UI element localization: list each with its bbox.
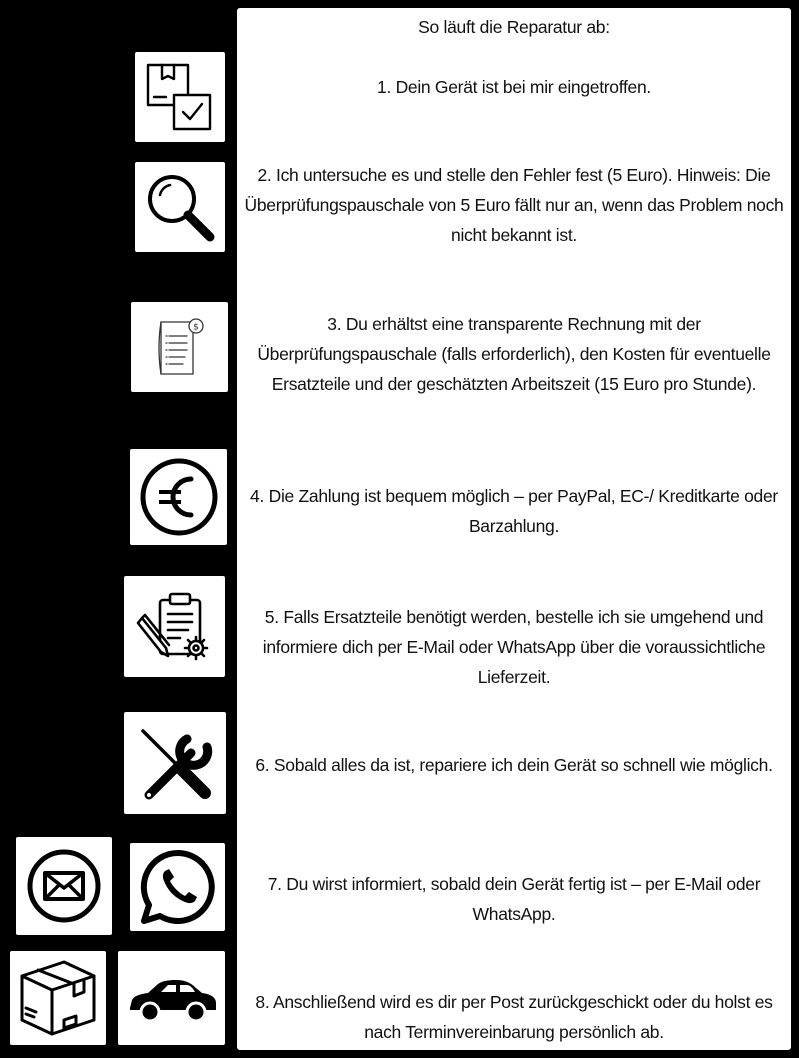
step-5-text: 5. Falls Ersatzteile benötigt werden, bestelle ich sie umgehend und informiere dich per E-Mail oder WhatsApp über die voraussichtliche Lieferzeit. (262, 607, 766, 687)
step-1-text: 1. Dein Gerät ist bei mir eingetroffen. (377, 77, 651, 97)
svg-text:$: $ (192, 322, 199, 333)
tools-icon (124, 712, 226, 814)
whatsapp-icon (130, 843, 225, 931)
clipboard-order-icon (124, 576, 225, 677)
package-received-icon (135, 52, 225, 142)
invoice-icon (131, 302, 228, 392)
step-4-text: 4. Die Zahlung ist bequem möglich – per PayPal, EC-/ Kreditkarte oder Barzahlung. (250, 486, 778, 536)
car-icon (118, 951, 225, 1045)
magnifier-icon (135, 162, 225, 252)
step-3-text: 3. Du erhältst eine transparente Rechnung mit der Überprüfungspauschale (falls erforderlich), den Kosten für eventuelle Ersatzteile und der geschätzten Arbeitszeit (15 Euro pro Stunde). (257, 314, 771, 394)
step-7-text: 7. Du wirst informiert, sobald dein Gerät fertig ist – per E-Mail oder WhatsApp. (267, 874, 761, 924)
euro-icon (130, 449, 227, 545)
mail-icon (16, 837, 112, 935)
box-icon (10, 951, 106, 1045)
page-title: So läuft die Reparatur ab: (418, 17, 610, 37)
step-8-text: 8. Anschließend wird es dir per Post zurückgeschickt oder du holst es nach Terminvereinbarung persönlich ab. (255, 992, 773, 1042)
step-2-text: 2. Ich untersuche es und stelle den Fehler fest (5 Euro). Hinweis: Die Überprüfungspauschale von 5 Euro fällt nur an, wenn das Problem noch nicht bekannt ist. (244, 165, 784, 245)
step-6-text: 6. Sobald alles da ist, repariere ich dein Gerät so schnell wie möglich. (255, 755, 773, 775)
